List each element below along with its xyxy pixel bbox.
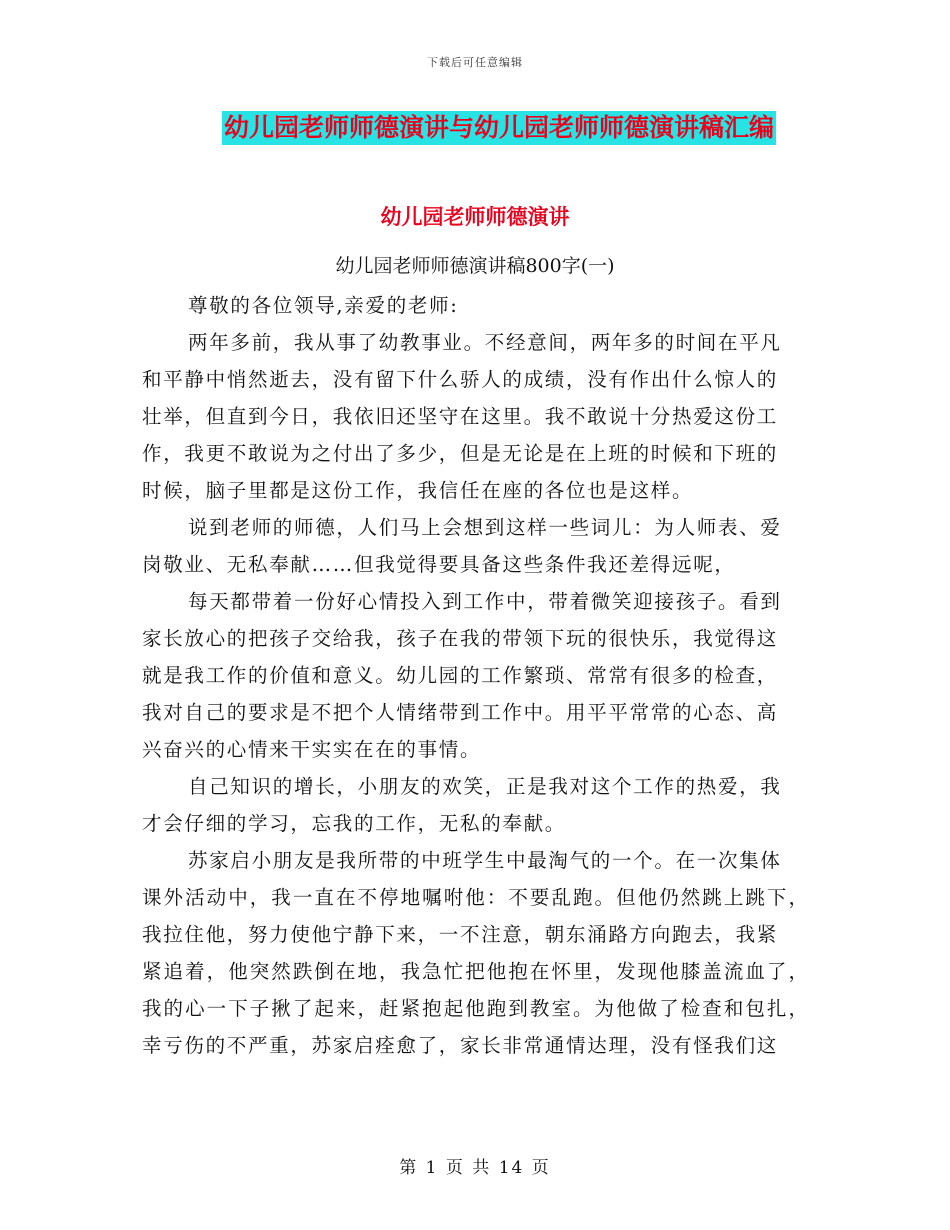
text-line: 紧追着，他突然跌倒在地，我急忙把他抱在怀里，发现他膝盖流血了， [142, 960, 808, 983]
text-line: 每天都带着一份好心情投入到工作中，带着微笑迎接孩子。看到 [188, 590, 782, 613]
text-line: 说到老师的师德，人们马上会想到这样一些词儿：为人师表、爱 [188, 516, 782, 539]
text-line: 课外活动中，我一直在不停地嘱咐他：不要乱跑。但他仍然跳上跳下， [142, 886, 808, 909]
text-line: 时候，脑子里都是这份工作，我信任在座的各位也是这样。 [142, 479, 694, 502]
document-title: 幼儿园老师师德演讲与幼儿园老师师德演讲稿汇编 [222, 111, 776, 145]
document-title-row [0, 111, 950, 145]
text-line: 幸亏伤的不严重，苏家启痊愈了，家长非常通情达理，没有怪我们这 [142, 1034, 779, 1057]
text-line: 自己知识的增长，小朋友的欢笑，正是我对这个工作的热爱，我 [188, 775, 782, 798]
text-line: 苏家启小朋友是我所带的中班学生中最淘气的一个。在一次集体 [188, 849, 782, 872]
header-note: 下载后可任意编辑 [427, 56, 523, 69]
text-line: 作，我更不敢说为之付出了多少，但是无论是在上班的时候和下班的 [142, 442, 779, 465]
text-line: 两年多前，我从事了幼教事业。不经意间，两年多的时间在平凡 [188, 331, 782, 354]
text-line: 我拉住他，努力使他宁静下来，一不注意，朝东涌路方向跑去，我紧 [142, 923, 779, 946]
text-line: 兴奋兴的心情来干实实在在的事情。 [142, 738, 482, 761]
salutation-line: 尊敬的各位领导,亲爱的老师: [188, 294, 459, 317]
speech-body [142, 287, 808, 1064]
section-title: 幼儿园老师师德演讲 [380, 205, 570, 229]
text-line: 我对自己的要求是不把个人情绪带到工作中。用平平常常的心态、高 [142, 701, 779, 724]
text-line: 我的心一下子揪了起来，赶紧抱起他跑到教室。为他做了检查和包扎， [142, 997, 808, 1020]
page-number-footer: 第 1 页 共 14 页 [399, 1158, 551, 1178]
text-line: 家长放心的把孩子交给我，孩子在我的带领下玩的很快乐，我觉得这 [142, 627, 779, 650]
text-line: 就是我工作的价值和意义。幼儿园的工作繁琐、常常有很多的检查， [142, 664, 779, 687]
speech-subtitle: 幼儿园老师师德演讲稿800字(一) [335, 255, 615, 277]
text-line: 壮举，但直到今日，我依旧还坚守在这里。我不敢说十分热爱这份工 [142, 405, 779, 428]
text-line: 才会仔细的学习，忘我的工作，无私的奉献。 [142, 812, 567, 835]
text-line: 岗敬业、无私奉献……但我觉得要具备这些条件我还差得远呢， [142, 553, 736, 576]
text-line: 和平静中悄然逝去，没有留下什么骄人的成绩，没有作出什么惊人的 [142, 368, 779, 391]
